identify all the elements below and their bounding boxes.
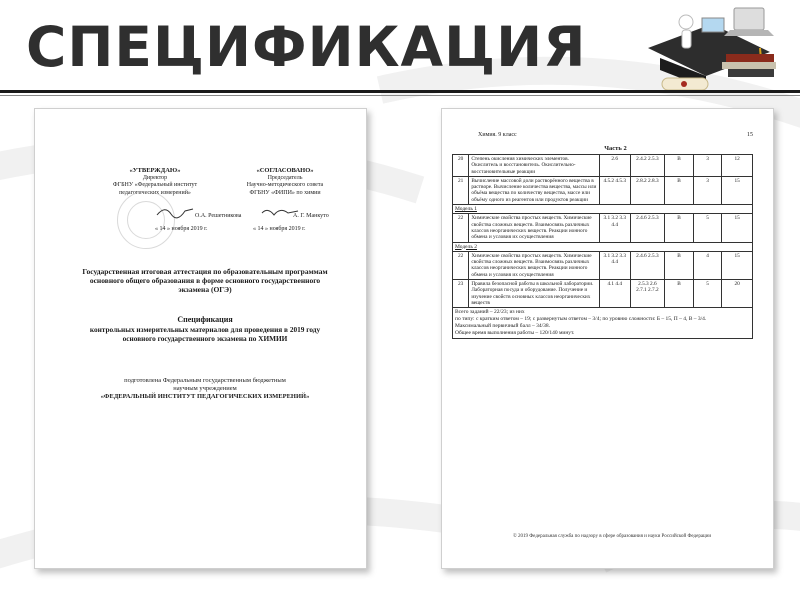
time-minutes: 20 (722, 280, 753, 308)
skill-code: 2.4.2 2.5.3 (630, 155, 665, 177)
skill-code: 2.4.6 2.5.3 (630, 251, 665, 279)
task-description: Химические свойства простых веществ. Химические свойства сложных веществ. Взаимосвязь различных классов неорганических веществ. Реакции ионного обмена и условия их осуществления (469, 251, 600, 279)
spec-table (452, 154, 753, 339)
difficulty-level: В (665, 280, 694, 308)
module-row (453, 205, 753, 214)
task-description: Вычисление массовой доли растворённого вещества в растворе. Вычисление количества вещества, массы или объёма вещества по количеству вещества, массе или объёму одного из реагентов или продуктов реакции (469, 176, 600, 204)
content-code: 3.1 3.2 3.3 4.4 (599, 251, 630, 279)
approve-line: ФГБНУ «Федеральный институт (112, 182, 198, 188)
max-score: 3 (693, 155, 722, 177)
task-description: Степень окисления химических элементов. Окислитель и восстановитель. Окислительно-восстановительные реакции (469, 155, 600, 177)
skill-code: 2.8.2 2.8.3 (630, 176, 665, 204)
content-code: 4.5.2 4.5.3 (599, 176, 630, 204)
approve-date: « 14 » ноября 2019 г. (155, 226, 208, 232)
page-number: 15 (747, 132, 753, 138)
agreed-date: « 14 » ноября 2019 г. (253, 226, 306, 232)
time-minutes: 15 (722, 214, 753, 242)
difficulty-level: В (665, 176, 694, 204)
max-score: 3 (693, 176, 722, 204)
agreed-signer: А. Г. Манкуто (293, 213, 329, 219)
module-label: Модель 2 (453, 242, 753, 251)
table-row (453, 214, 753, 242)
time-minutes: 15 (722, 251, 753, 279)
task-number: 22 (453, 214, 469, 242)
difficulty-level: В (665, 251, 694, 279)
spec-subtitle: контрольных измерительных материалов для проведения в 2019 году основного государственного экзамена по ХИМИИ (89, 325, 321, 343)
content-code: 4.1 4.4 (599, 280, 630, 308)
task-number: 20 (453, 155, 469, 177)
approve-line: Директор (142, 174, 168, 181)
max-score: 5 (693, 280, 722, 308)
summary-line: Максимальный первичный балл – 34/38. (455, 323, 550, 330)
part-title: Часть 2 (604, 145, 627, 152)
page-header (478, 132, 753, 142)
max-score: 4 (693, 251, 722, 279)
table-summary (453, 308, 753, 339)
agreed-line: Председатель (267, 174, 303, 181)
slide-title: СПЕЦИФИКАЦИЯ (26, 15, 587, 79)
approve-header: «УТВЕРЖДАЮ» (129, 167, 181, 174)
table-row (453, 176, 753, 204)
summary-line: Общее время выполнения работы – 120/140 минут. (455, 330, 575, 337)
spec-table-page (441, 108, 774, 569)
task-number: 22 (453, 251, 469, 279)
summary-line: Всего заданий – 22/23; из них (455, 309, 525, 316)
title-divider-thin (0, 95, 800, 96)
module-label: Модель 1 (453, 205, 753, 214)
task-number: 21 (453, 176, 469, 204)
prepared-by (75, 377, 335, 401)
time-minutes: 12 (722, 155, 753, 177)
module-row (453, 242, 753, 251)
approve-line: педагогических измерений» (119, 189, 191, 196)
difficulty-level: В (665, 155, 694, 177)
table-row (453, 155, 753, 177)
difficulty-level: В (665, 214, 694, 242)
skill-code: 2.4.6 2.5.3 (630, 214, 665, 242)
approve-signer: О.А. Решетникова (195, 213, 242, 219)
agreed-line: ФГБНУ «ФИПИ» по химии (249, 189, 321, 196)
task-description: Химические свойства простых веществ. Химические свойства сложных веществ. Взаимосвязь различных классов неорганических веществ. Реакции ионного обмена и условия их осуществления (469, 214, 600, 242)
prepared-line: научным учреждением (173, 385, 237, 392)
title-divider (0, 90, 800, 93)
gia-title: Государственная итоговая аттестация по образовательным программам основного общего образования в форме основного государственного экзамена (ОГЭ) (82, 267, 328, 294)
seal-stamp (117, 191, 175, 249)
page-header-subject: Химия. 9 класс (478, 132, 517, 138)
spec-cover-page (34, 108, 367, 569)
content-code: 3.1 3.2 3.3 4.4 (599, 214, 630, 242)
signature (155, 205, 195, 219)
task-number: 23 (453, 280, 469, 308)
agreed-line: Научно-методического совета (246, 182, 324, 188)
table-row (453, 251, 753, 279)
max-score: 5 (693, 214, 722, 242)
agreed-header: «СОГЛАСОВАНО» (256, 167, 314, 174)
spec-title: Спецификация (177, 315, 233, 324)
task-description: Правила безопасной работы в школьной лаборатории. Лабораторная посуда и оборудование. Получение и изучение свойств основных классов неорганических веществ (469, 280, 600, 308)
page-footer: © 2019 Федеральная служба по надзору в сфере образования и науки Российской Федерации (512, 534, 712, 539)
prepared-org: «ФЕДЕРАЛЬНЫЙ ИНСТИТУТ ПЕДАГОГИЧЕСКИХ ИЗМЕРЕНИЙ» (100, 393, 310, 400)
skill-code: 2.5.3 2.6 2.7.1 2.7.2 (630, 280, 665, 308)
agreed-block (210, 167, 360, 197)
prepared-line: подготовлена Федеральным государственным бюджетным (124, 377, 286, 384)
time-minutes: 15 (722, 176, 753, 204)
content-code: 2.6 (599, 155, 630, 177)
table-row (453, 280, 753, 308)
summary-line: по типу: с кратким ответом – 19; с развернутым ответом – 3/4; по уровню сложности: Б – 15, П – 4, В – 3/4. (455, 316, 707, 323)
